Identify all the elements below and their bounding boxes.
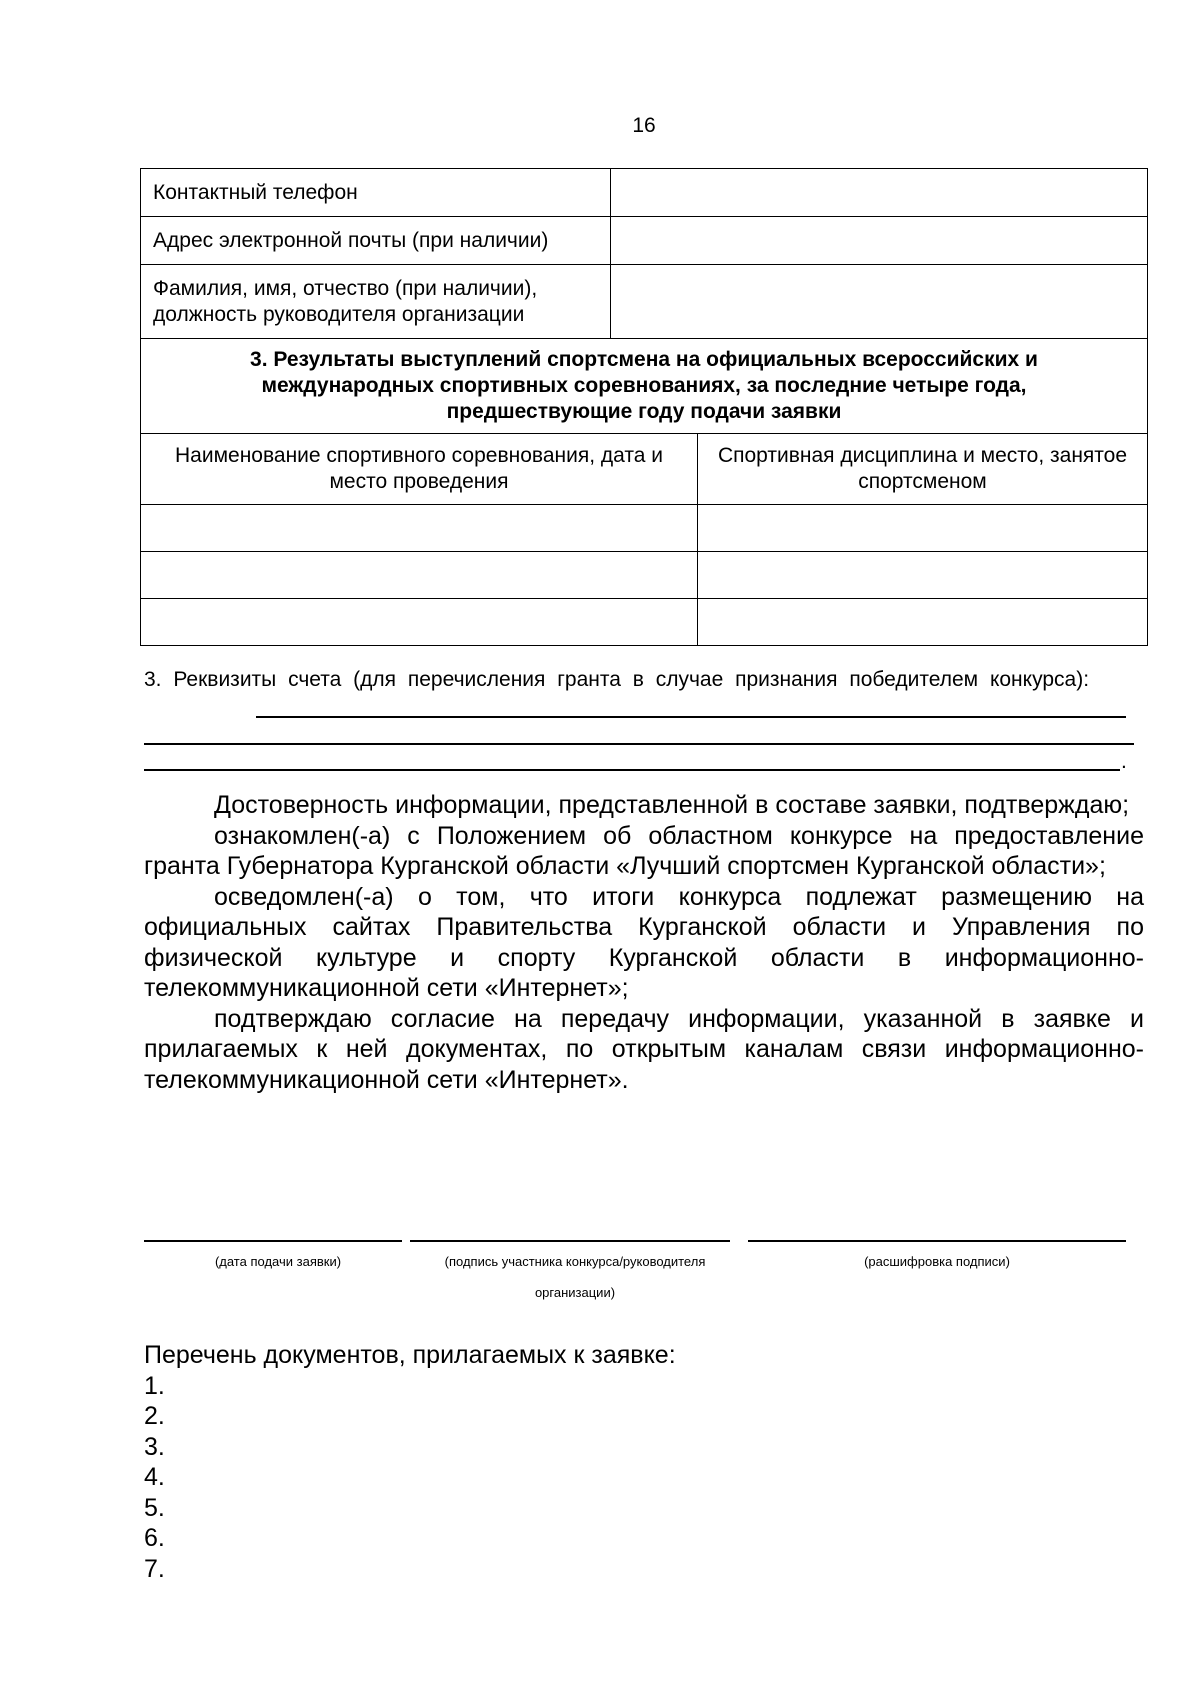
documents-list-item: 1. bbox=[144, 1371, 165, 1400]
confirmation-consent: подтверждаю согласие на передачу информации, указанной в заявке и прилагаемых к ней документах, по открытым каналам связи информационно-телекоммуникационной сети «Интернет». bbox=[144, 1004, 1144, 1094]
bank-details-line-1[interactable] bbox=[256, 716, 1126, 718]
head-label: Фамилия, имя, отчество (при наличии), должность руководителя организации bbox=[141, 265, 611, 339]
contact-row-email bbox=[141, 217, 1148, 265]
discipline-cell[interactable] bbox=[698, 505, 1148, 552]
results-title-row bbox=[141, 339, 1148, 434]
phone-label: Контактный телефон bbox=[141, 169, 611, 217]
page-number: 16 bbox=[632, 114, 656, 137]
confirmation-paragraphs bbox=[144, 790, 1144, 1095]
email-label: Адрес электронной почты (при наличии) bbox=[141, 217, 611, 265]
results-row bbox=[141, 599, 1148, 646]
discipline-header: Спортивная дисциплина и место, занятое спортсменом bbox=[698, 434, 1148, 505]
contact-row-phone bbox=[141, 169, 1148, 217]
discipline-cell[interactable] bbox=[698, 552, 1148, 599]
signature-line[interactable] bbox=[410, 1240, 730, 1242]
signature-caption bbox=[410, 1246, 740, 1308]
contact-row-head bbox=[141, 265, 1148, 339]
signature-decode-line[interactable] bbox=[748, 1240, 1126, 1242]
contact-table bbox=[140, 168, 1148, 339]
documents-list-item: 5. bbox=[144, 1493, 165, 1522]
signature-caption-line-2: организации) bbox=[534, 1285, 616, 1300]
documents-list-item: 3. bbox=[144, 1432, 165, 1461]
bank-details-line-3[interactable] bbox=[144, 769, 1120, 771]
results-table bbox=[140, 338, 1148, 646]
discipline-cell[interactable] bbox=[698, 599, 1148, 646]
results-section-title: 3. Результаты выступлений спортсмена на официальных всероссийских и международных спортивных соревнованиях, за последние четыре года, предшествующие году подачи заявки bbox=[141, 339, 1148, 434]
results-header-row bbox=[141, 434, 1148, 505]
documents-list-item: 6. bbox=[144, 1524, 165, 1552]
documents-list bbox=[144, 1340, 676, 1584]
decode-caption: (расшифровка подписи) bbox=[864, 1254, 1010, 1269]
competition-cell[interactable] bbox=[141, 552, 698, 599]
competition-cell[interactable] bbox=[141, 505, 698, 552]
documents-list-item: 7. bbox=[144, 1554, 165, 1583]
documents-list-item: 4. bbox=[144, 1463, 165, 1491]
signature-caption-line-1: (подпись участника конкурса/руководителя bbox=[444, 1254, 706, 1269]
email-value-field[interactable] bbox=[611, 217, 1148, 265]
phone-value-field[interactable] bbox=[611, 169, 1148, 217]
bank-details-line-2[interactable] bbox=[144, 743, 1134, 745]
bank-details-text: 3. Реквизиты счета (для перечисления гранта в случае признания победителем конкурса): bbox=[144, 668, 1090, 691]
date-signature-line[interactable] bbox=[144, 1240, 402, 1242]
results-row bbox=[141, 505, 1148, 552]
confirmation-informed: осведомлен(-а) о том, что итоги конкурса подлежат размещению на официальных сайтах Правительства Курганской области и Управления по физической культуре и спорту Курганской области в информационно-телекоммуникационной сети «Интернет»; bbox=[144, 882, 1144, 1002]
documents-list-title: Перечень документов, прилагаемых к заявке: bbox=[144, 1341, 676, 1369]
competition-header: Наименование спортивного соревнования, дата и место проведения bbox=[141, 434, 698, 505]
confirmation-acquainted: ознакомлен(-а) с Положением об областном конкурсе на предоставление гранта Губернатора Курганской области «Лучший спортсмен Курганской области»; bbox=[144, 821, 1144, 880]
competition-cell[interactable] bbox=[141, 599, 698, 646]
documents-list-item: 2. bbox=[144, 1402, 165, 1430]
head-value-field[interactable] bbox=[611, 265, 1148, 339]
bank-details-end-mark: . bbox=[1121, 750, 1127, 773]
confirmation-reliability: Достоверность информации, представленной в составе заявки, подтверждаю; bbox=[214, 791, 1130, 819]
date-caption: (дата подачи заявки) bbox=[214, 1254, 342, 1269]
results-row bbox=[141, 552, 1148, 599]
